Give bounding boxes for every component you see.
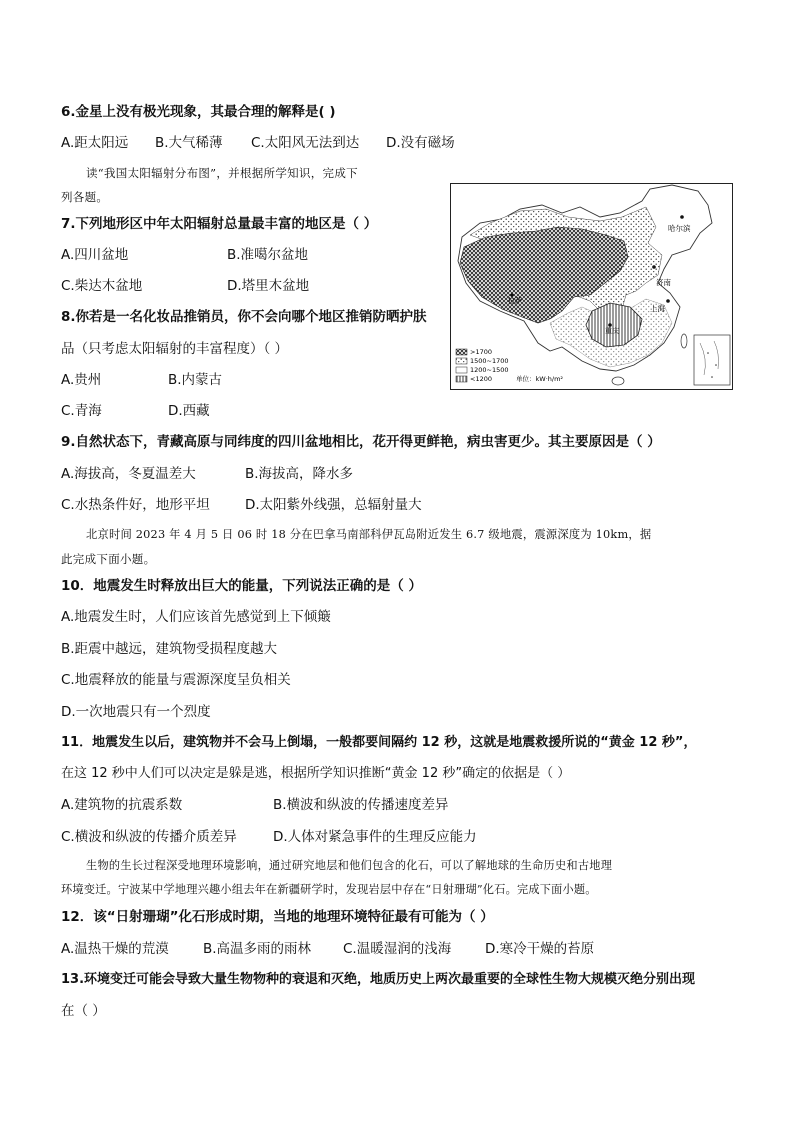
legend-label-below-1200: <1200 — [470, 375, 492, 383]
jinan-marker — [652, 265, 656, 269]
harbin-marker — [680, 215, 684, 219]
legend-swatch-below-1200 — [456, 376, 467, 382]
solar-radiation-map — [450, 183, 733, 390]
q12-option-c: C.温暖湿润的浅海 — [343, 941, 452, 957]
legend-label-above-1700: >1700 — [470, 348, 492, 356]
shanghai-label: 上海 — [650, 304, 665, 313]
jinan-label: 济南 — [656, 278, 671, 287]
fossil-intro-line1: 生物的生长过程深受地理环境影响，通过研究地层和他们包含的化石，可以了解地球的生命历史和古地理 — [86, 859, 613, 872]
lhasa-label: 拉萨 — [508, 297, 522, 305]
q8-option-c: C.青海 — [61, 403, 102, 419]
hainan-island — [612, 377, 624, 385]
q10-stem: 10．地震发生时释放出巨大的能量，下列说法正确的是（ ） — [61, 578, 422, 594]
q6-option-c: C.太阳风无法到达 — [251, 135, 360, 151]
q8-option-b: B.内蒙古 — [168, 372, 223, 388]
q7-stem: 7.下列地形区中年太阳辐射总量最丰富的地区是（ ） — [61, 216, 378, 232]
legend-label-1200-1500: 1200~1500 — [470, 366, 509, 374]
q9-option-a: A.海拔高，冬夏温差大 — [61, 466, 196, 482]
q10-option-d: D.一次地震只有一个烈度 — [61, 704, 211, 720]
q11-stem-line2: 在这 12 秒中人们可以决定是躲是逃，根据所学知识推断“黄金 12 秒”确定的依据是（ ） — [61, 766, 571, 781]
q8-option-d: D.西藏 — [168, 403, 210, 419]
legend-swatch-1200-1500 — [456, 367, 467, 373]
q6-stem: 6.金星上没有极光现象，其最合理的解释是( ) — [61, 104, 336, 120]
q9-stem: 9.自然状态下，青藏高原与同纬度的四川盆地相比，花开得更鲜艳，病虫害更少。其主要原因是（ ） — [61, 434, 661, 450]
q9-option-d: D.太阳紫外线强，总辐射量大 — [245, 497, 422, 513]
q12-option-a: A.温热干燥的荒漠 — [61, 941, 169, 957]
q12-stem: 12．该“日射珊瑚”化石形成时期，当地的地理环境特征最有可能为（ ） — [61, 909, 494, 925]
q11-option-a: A.建筑物的抗震系数 — [61, 797, 183, 813]
q11-option-d: D.人体对紧急事件的生理反应能力 — [273, 829, 477, 845]
q7-option-b: B.准噶尔盆地 — [227, 247, 309, 263]
legend-unit: 单位：kW·h/m² — [516, 375, 564, 383]
q8-stem-line2: 品（只考虑太阳辐射的丰富程度）（ ） — [61, 341, 289, 357]
taiwan-island — [681, 334, 687, 348]
q6-option-a: A.距太阳远 — [61, 135, 129, 151]
q6-option-b: B.大气稀薄 — [155, 135, 223, 151]
chongqing-label: 重庆 — [605, 327, 619, 335]
q8-stem-line1: 8.你若是一名化妆品推销员，你不会向哪个地区推销防晒护肤 — [61, 309, 427, 325]
q11-option-b: B.横波和纵波的传播速度差异 — [273, 797, 449, 813]
q11-option-c: C.横波和纵波的传播介质差异 — [61, 829, 237, 845]
inset-island — [707, 352, 709, 354]
q12-option-b: B.高温多雨的雨林 — [203, 941, 312, 957]
q7-option-d: D.塔里木盆地 — [227, 278, 310, 294]
q13-stem-line2: 在（ ） — [61, 1003, 106, 1019]
legend-label-1500-1700: 1500~1700 — [470, 357, 509, 365]
inset-island — [715, 364, 717, 366]
harbin-label: 哈尔滨 — [668, 224, 691, 233]
q9-option-c: C.水热条件好，地形平坦 — [61, 497, 210, 513]
q13-stem-line1: 13.环境变迁可能会导致大量生物物种的衰退和灭绝，地质历史上两次最重要的全球性生物大规模灭绝分别出现 — [61, 972, 696, 987]
map-intro-line2: 列各题。 — [61, 190, 109, 204]
legend-swatch-1500-1700 — [456, 358, 467, 364]
q8-option-a: A.贵州 — [61, 372, 102, 388]
inset-island — [711, 376, 713, 378]
q7-option-a: A.四川盆地 — [61, 247, 129, 263]
q10-option-b: B.距震中越远，建筑物受损程度越大 — [61, 641, 278, 657]
q9-option-b: B.海拔高，降水多 — [245, 466, 354, 482]
q6-option-d: D.没有磁场 — [386, 135, 455, 151]
q10-option-a: A.地震发生时，人们应该首先感觉到上下倾簸 — [61, 609, 331, 625]
q10-option-c: C.地震释放的能量与震源深度呈负相关 — [61, 672, 291, 688]
shanghai-marker — [666, 299, 670, 303]
q12-option-d: D.寒冷干燥的苔原 — [485, 941, 595, 957]
legend-swatch-above-1700 — [456, 349, 467, 355]
fossil-intro-line2: 环境变迁。宁波某中学地理兴趣小组去年在新疆研学时，发现岩层中存在“日射珊瑚”化石。完成下面小题。 — [61, 883, 597, 896]
quake-intro-line1: 北京时间 2023 年 4 月 5 日 06 时 18 分在巴拿马南部科伊瓦岛附近发生 6.7 级地震，震源深度为 10km，据 — [86, 528, 652, 541]
q11-stem-line1: 11．地震发生以后，建筑物并不会马上倒塌，一般都要间隔约 12 秒，这就是地震救援所说的“黄金 12 秒”， — [61, 735, 697, 750]
map-intro-line1: 读“我国太阳辐射分布图”，并根据所学知识，完成下 — [86, 166, 358, 180]
q7-option-c: C.柴达木盆地 — [61, 278, 143, 294]
quake-intro-line2: 此完成下面小题。 — [61, 552, 156, 566]
